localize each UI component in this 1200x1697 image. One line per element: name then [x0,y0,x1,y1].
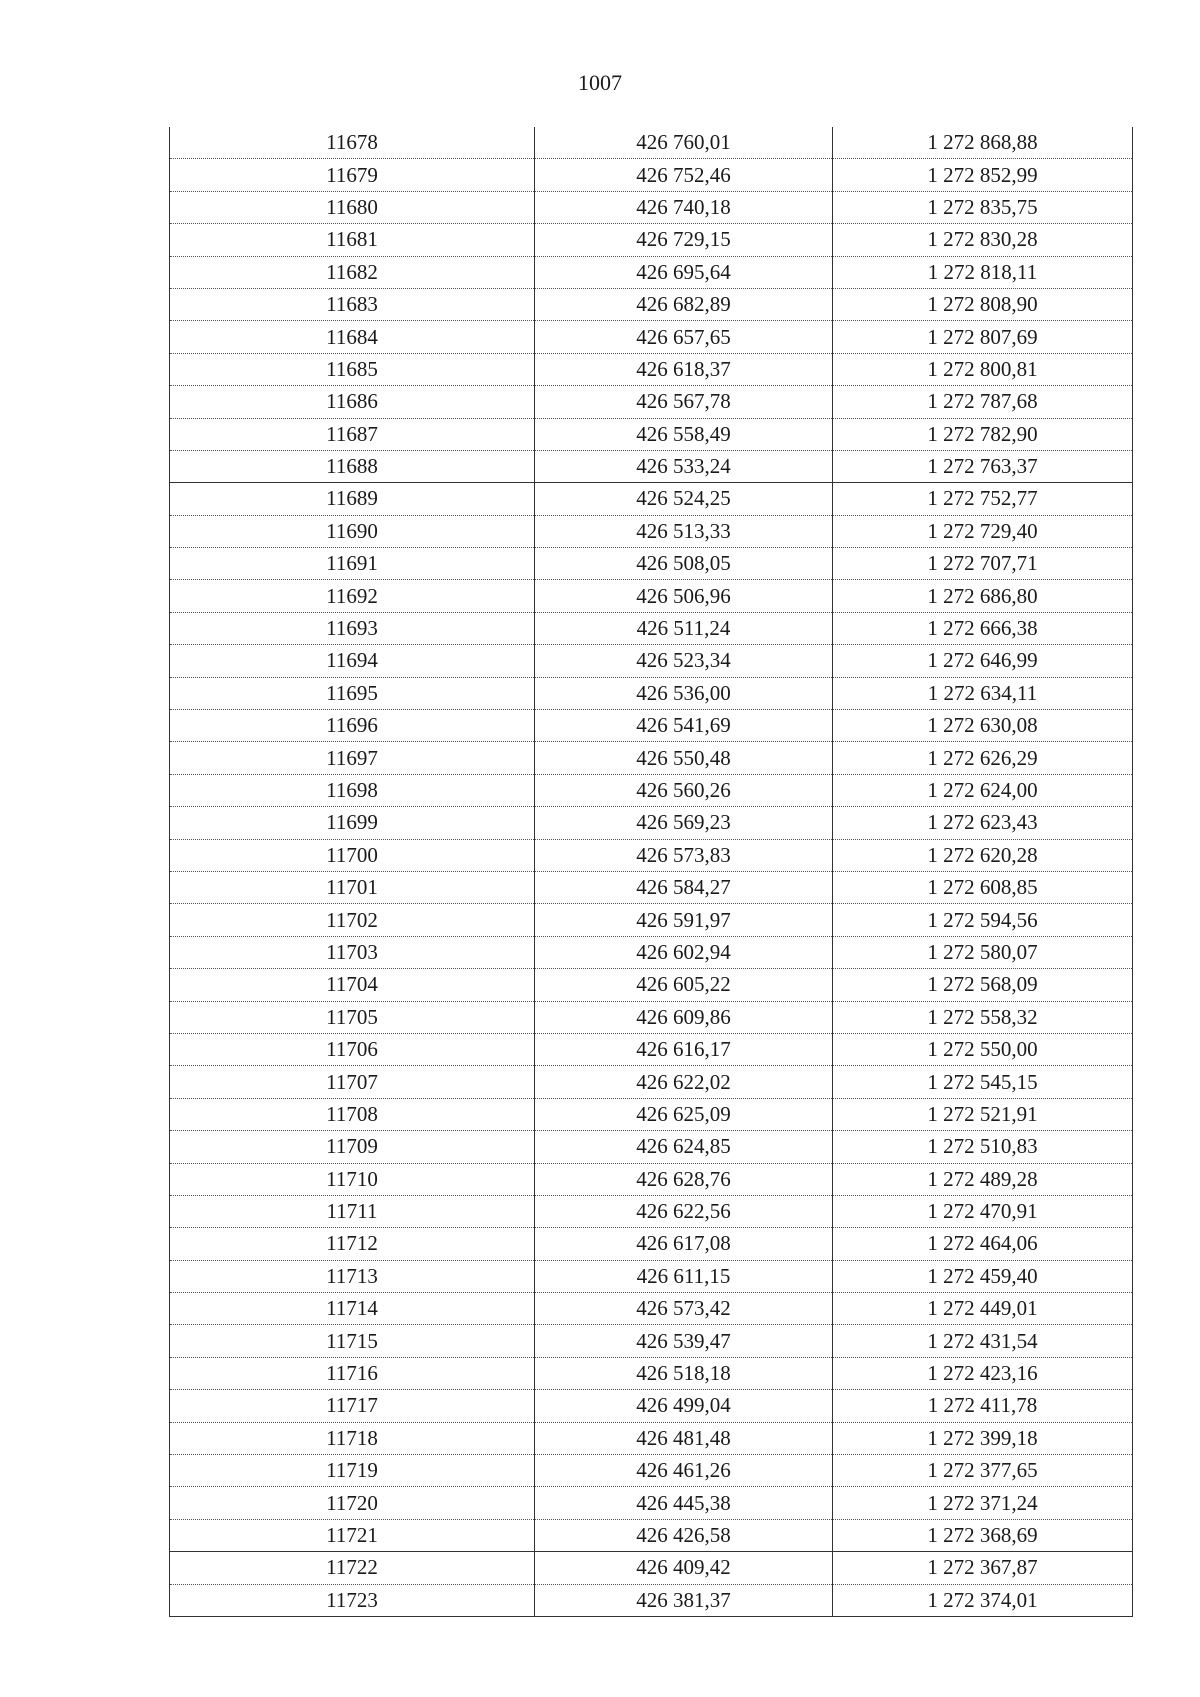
point-number-cell: 11689 [170,483,535,515]
x-coordinate-cell: 426 461,26 [535,1455,833,1487]
point-number-cell: 11716 [170,1357,535,1389]
x-coordinate-cell: 426 560,26 [535,774,833,806]
y-coordinate-cell: 1 272 411,78 [833,1390,1133,1422]
y-coordinate-cell: 1 272 830,28 [833,224,1133,256]
y-coordinate-cell: 1 272 807,69 [833,321,1133,353]
x-coordinate-cell: 426 511,24 [535,612,833,644]
x-coordinate-cell: 426 541,69 [535,710,833,742]
point-number-cell: 11714 [170,1293,535,1325]
point-number-cell: 11713 [170,1260,535,1292]
point-number-cell: 11706 [170,1033,535,1065]
y-coordinate-cell: 1 272 707,71 [833,548,1133,580]
x-coordinate-cell: 426 605,22 [535,969,833,1001]
point-number-cell: 11685 [170,353,535,385]
y-coordinate-cell: 1 272 459,40 [833,1260,1133,1292]
x-coordinate-cell: 426 695,64 [535,256,833,288]
table-row [170,256,1133,288]
y-coordinate-cell: 1 272 624,00 [833,774,1133,806]
y-coordinate-cell: 1 272 594,56 [833,904,1133,936]
table-row [170,418,1133,450]
point-number-cell: 11696 [170,710,535,742]
table-row [170,871,1133,903]
y-coordinate-cell: 1 272 558,32 [833,1001,1133,1033]
y-coordinate-cell: 1 272 489,28 [833,1163,1133,1195]
point-number-cell: 11710 [170,1163,535,1195]
x-coordinate-cell: 426 628,76 [535,1163,833,1195]
point-number-cell: 11698 [170,774,535,806]
x-coordinate-cell: 426 409,42 [535,1552,833,1584]
table-body [170,127,1133,1616]
point-number-cell: 11704 [170,969,535,1001]
point-number-cell: 11705 [170,1001,535,1033]
table-row [170,1519,1133,1551]
point-number-cell: 11700 [170,839,535,871]
y-coordinate-cell: 1 272 623,43 [833,807,1133,839]
y-coordinate-cell: 1 272 620,28 [833,839,1133,871]
table-row [170,1260,1133,1292]
x-coordinate-cell: 426 550,48 [535,742,833,774]
y-coordinate-cell: 1 272 782,90 [833,418,1133,450]
table-row [170,353,1133,385]
table-row [170,386,1133,418]
y-coordinate-cell: 1 272 521,91 [833,1098,1133,1130]
table-row [170,1098,1133,1130]
table-row [170,224,1133,256]
table-row [170,288,1133,320]
x-coordinate-cell: 426 381,37 [535,1584,833,1616]
x-coordinate-cell: 426 729,15 [535,224,833,256]
x-coordinate-cell: 426 682,89 [535,288,833,320]
table-row [170,548,1133,580]
x-coordinate-cell: 426 740,18 [535,191,833,223]
point-number-cell: 11688 [170,450,535,482]
table-row [170,1584,1133,1616]
table-row [170,936,1133,968]
x-coordinate-cell: 426 499,04 [535,1390,833,1422]
table-row [170,1163,1133,1195]
table-row [170,1195,1133,1227]
y-coordinate-cell: 1 272 449,01 [833,1293,1133,1325]
y-coordinate-cell: 1 272 808,90 [833,288,1133,320]
point-number-cell: 11709 [170,1131,535,1163]
y-coordinate-cell: 1 272 818,11 [833,256,1133,288]
point-number-cell: 11715 [170,1325,535,1357]
point-number-cell: 11721 [170,1519,535,1551]
table-row [170,1552,1133,1584]
y-coordinate-cell: 1 272 580,07 [833,936,1133,968]
point-number-cell: 11694 [170,645,535,677]
y-coordinate-cell: 1 272 630,08 [833,710,1133,742]
table-row [170,483,1133,515]
point-number-cell: 11703 [170,936,535,968]
point-number-cell: 11693 [170,612,535,644]
point-number-cell: 11692 [170,580,535,612]
table-row [170,1228,1133,1260]
y-coordinate-cell: 1 272 852,99 [833,159,1133,191]
table-row [170,515,1133,547]
y-coordinate-cell: 1 272 464,06 [833,1228,1133,1260]
table-row [170,742,1133,774]
y-coordinate-cell: 1 272 374,01 [833,1584,1133,1616]
x-coordinate-cell: 426 609,86 [535,1001,833,1033]
table-row [170,159,1133,191]
point-number-cell: 11699 [170,807,535,839]
point-number-cell: 11719 [170,1455,535,1487]
x-coordinate-cell: 426 591,97 [535,904,833,936]
table-row [170,1001,1133,1033]
table-row [170,1422,1133,1454]
table-row [170,1487,1133,1519]
table-row [170,1390,1133,1422]
point-number-cell: 11690 [170,515,535,547]
y-coordinate-cell: 1 272 835,75 [833,191,1133,223]
y-coordinate-cell: 1 272 470,91 [833,1195,1133,1227]
table-row [170,839,1133,871]
table-row [170,645,1133,677]
table-row [170,1293,1133,1325]
y-coordinate-cell: 1 272 608,85 [833,871,1133,903]
x-coordinate-cell: 426 518,18 [535,1357,833,1389]
point-number-cell: 11723 [170,1584,535,1616]
y-coordinate-cell: 1 272 752,77 [833,483,1133,515]
y-coordinate-cell: 1 272 729,40 [833,515,1133,547]
y-coordinate-cell: 1 272 626,29 [833,742,1133,774]
point-number-cell: 11708 [170,1098,535,1130]
x-coordinate-cell: 426 536,00 [535,677,833,709]
table-row [170,191,1133,223]
table-row [170,677,1133,709]
x-coordinate-cell: 426 506,96 [535,580,833,612]
x-coordinate-cell: 426 657,65 [535,321,833,353]
x-coordinate-cell: 426 624,85 [535,1131,833,1163]
table-row [170,1066,1133,1098]
x-coordinate-cell: 426 533,24 [535,450,833,482]
table-row [170,807,1133,839]
x-coordinate-cell: 426 602,94 [535,936,833,968]
x-coordinate-cell: 426 539,47 [535,1325,833,1357]
point-number-cell: 11707 [170,1066,535,1098]
x-coordinate-cell: 426 625,09 [535,1098,833,1130]
table-row [170,127,1133,159]
x-coordinate-cell: 426 622,56 [535,1195,833,1227]
point-number-cell: 11683 [170,288,535,320]
x-coordinate-cell: 426 567,78 [535,386,833,418]
point-number-cell: 11679 [170,159,535,191]
x-coordinate-cell: 426 524,25 [535,483,833,515]
point-number-cell: 11691 [170,548,535,580]
x-coordinate-cell: 426 558,49 [535,418,833,450]
y-coordinate-cell: 1 272 371,24 [833,1487,1133,1519]
table-row [170,1357,1133,1389]
y-coordinate-cell: 1 272 634,11 [833,677,1133,709]
point-number-cell: 11718 [170,1422,535,1454]
point-number-cell: 11717 [170,1390,535,1422]
y-coordinate-cell: 1 272 367,87 [833,1552,1133,1584]
table-row [170,450,1133,482]
point-number-cell: 11722 [170,1552,535,1584]
y-coordinate-cell: 1 272 550,00 [833,1033,1133,1065]
y-coordinate-cell: 1 272 666,38 [833,612,1133,644]
table-row [170,774,1133,806]
point-number-cell: 11681 [170,224,535,256]
point-number-cell: 11702 [170,904,535,936]
x-coordinate-cell: 426 573,42 [535,1293,833,1325]
table-row [170,580,1133,612]
y-coordinate-cell: 1 272 763,37 [833,450,1133,482]
page-number: 1007 [578,70,622,95]
point-number-cell: 11678 [170,127,535,159]
point-number-cell: 11697 [170,742,535,774]
y-coordinate-cell: 1 272 787,68 [833,386,1133,418]
y-coordinate-cell: 1 272 368,69 [833,1519,1133,1551]
table-row [170,1033,1133,1065]
x-coordinate-cell: 426 573,83 [535,839,833,871]
x-coordinate-cell: 426 426,58 [535,1519,833,1551]
x-coordinate-cell: 426 760,01 [535,127,833,159]
y-coordinate-cell: 1 272 686,80 [833,580,1133,612]
point-number-cell: 11682 [170,256,535,288]
table-row [170,904,1133,936]
x-coordinate-cell: 426 569,23 [535,807,833,839]
y-coordinate-cell: 1 272 646,99 [833,645,1133,677]
table-row [170,612,1133,644]
x-coordinate-cell: 426 617,08 [535,1228,833,1260]
x-coordinate-cell: 426 513,33 [535,515,833,547]
x-coordinate-cell: 426 618,37 [535,353,833,385]
table-row [170,969,1133,1001]
x-coordinate-cell: 426 508,05 [535,548,833,580]
x-coordinate-cell: 426 481,48 [535,1422,833,1454]
table-row [170,321,1133,353]
y-coordinate-cell: 1 272 377,65 [833,1455,1133,1487]
point-number-cell: 11701 [170,871,535,903]
y-coordinate-cell: 1 272 868,88 [833,127,1133,159]
table-row [170,1131,1133,1163]
x-coordinate-cell: 426 584,27 [535,871,833,903]
y-coordinate-cell: 1 272 800,81 [833,353,1133,385]
point-number-cell: 11687 [170,418,535,450]
point-number-cell: 11684 [170,321,535,353]
point-number-cell: 11711 [170,1195,535,1227]
x-coordinate-cell: 426 752,46 [535,159,833,191]
point-number-cell: 11720 [170,1487,535,1519]
x-coordinate-cell: 426 523,34 [535,645,833,677]
y-coordinate-cell: 1 272 431,54 [833,1325,1133,1357]
point-number-cell: 11686 [170,386,535,418]
x-coordinate-cell: 426 611,15 [535,1260,833,1292]
y-coordinate-cell: 1 272 423,16 [833,1357,1133,1389]
point-number-cell: 11712 [170,1228,535,1260]
y-coordinate-cell: 1 272 399,18 [833,1422,1133,1454]
x-coordinate-cell: 426 445,38 [535,1487,833,1519]
y-coordinate-cell: 1 272 545,15 [833,1066,1133,1098]
point-number-cell: 11680 [170,191,535,223]
y-coordinate-cell: 1 272 510,83 [833,1131,1133,1163]
x-coordinate-cell: 426 622,02 [535,1066,833,1098]
table-row [170,1325,1133,1357]
y-coordinate-cell: 1 272 568,09 [833,969,1133,1001]
table-row [170,1455,1133,1487]
table-row [170,710,1133,742]
coordinates-table [169,127,1133,1617]
point-number-cell: 11695 [170,677,535,709]
x-coordinate-cell: 426 616,17 [535,1033,833,1065]
